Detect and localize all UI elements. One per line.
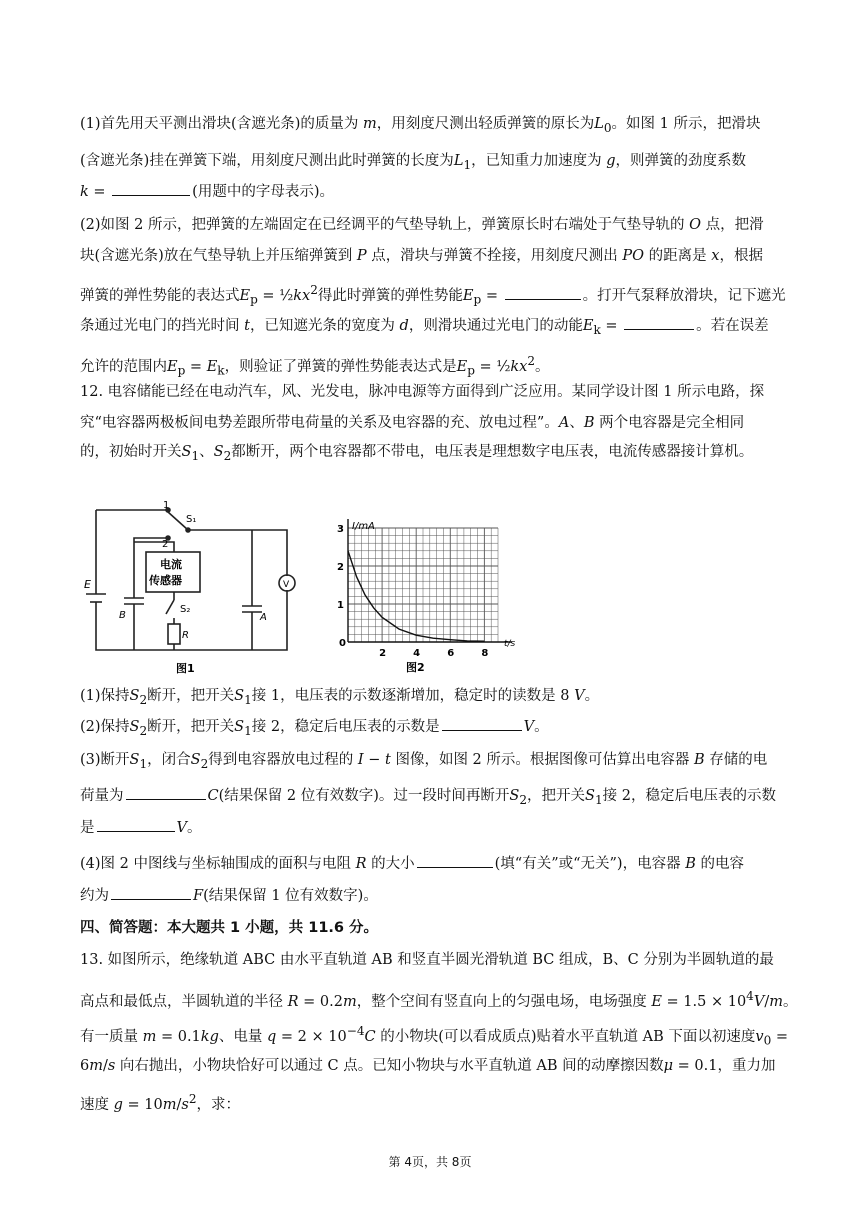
q12-part-2: (2)保持$S_2$断开，把开关$S_1$接 2，稳定后电压表的示数是 V。	[80, 716, 549, 741]
q13-line-1: 13. 如图所示，绝缘轨道 ABC 由水平直轨道 AB 和竖直半圆光滑轨道 BC 组成，B、C 分别为半圆轨道的最	[80, 952, 774, 968]
answer-blank[interactable]	[97, 817, 175, 832]
switch-pos-2: 2	[162, 539, 169, 550]
q11-line-6: 弹簧的弹性势能的表达式$E_p$ = $\frac{1}{2}kx^2$得此时弹簧的弹性势能$E_p$ = 。打开气泵释放滑块，记下遮光	[80, 283, 786, 307]
q13-line-4: 6m/s 向右抛出，小物块恰好可以通过 C 点。已知小物块与水平直轨道 AB 间的动摩擦因数μ = 0.1，重力加	[80, 1058, 776, 1074]
page-footer: 第 4页，共 8页	[388, 1155, 472, 1169]
q11-line-8: 允许的范围内$E_p = E_k$，则验证了弹簧的弹性势能表达式是$E_p$ = $\frac{1}{2}kx^2$。	[80, 354, 550, 378]
q11-line-2: (含遮光条)挂在弹簧下端，用刻度尺测出此时弹簧的长度为$L_1$，已知重力加速度为 g，则弹簧的劲度系数	[80, 153, 747, 172]
q12-part-3-line-1: (3)断开$S_1$，闭合$S_2$得到电容器放电过程的 I − t 图像，如图 2 所示。根据图像可估算出电容器 B 存储的电	[80, 752, 768, 771]
label-r: R	[182, 630, 189, 641]
label-v: V	[283, 580, 290, 590]
label-e: E	[84, 578, 91, 591]
answer-blank[interactable]	[505, 285, 581, 300]
q12-part-4-line-2: 约为 F(结果保留 1 位有效数字)。	[80, 885, 378, 906]
sensor-label-line1: 电流	[160, 558, 182, 571]
q11-line-1: (1)首先用天平测出滑块(含遮光条)的质量为 m，用刻度尺测出轻质弹簧的原长为$L_0$。如图 1 所示，把滑块	[80, 116, 761, 135]
q11-line-5: 块(含遮光条)放在气垫导轨上并压缩弹簧到 P 点，滑块与弹簧不拴接，用刻度尺测出 PO 的距离是 x，根据	[80, 248, 763, 264]
q12-line-1: 12. 电容储能已经在电动汽车，风、光发电，脉冲电源等方面得到广泛应用。某同学设计图 1 所示电路，探	[80, 384, 765, 400]
answer-blank[interactable]	[112, 181, 190, 196]
label-s2: S₂	[180, 604, 191, 615]
chart-grid	[348, 528, 498, 642]
it-chart	[330, 515, 522, 675]
answer-blank[interactable]	[624, 315, 694, 330]
sensor-label-line2: 传感器	[149, 574, 182, 587]
x-axis-label: t/s	[504, 639, 516, 649]
answer-blank[interactable]	[442, 716, 522, 731]
q11-line-3: k = (用题中的字母表示)。	[80, 181, 334, 202]
label-s1: S₁	[186, 514, 197, 525]
fig1-caption: 图1	[176, 662, 195, 675]
x-tick-label: 4	[413, 648, 421, 659]
circuit-figure	[84, 500, 302, 676]
switch-pos-1: 1	[163, 500, 170, 511]
answer-blank[interactable]	[126, 785, 206, 800]
q12-part-4-line-1: (4)图 2 中图线与坐标轴围成的面积与电阻 R 的大小 (填“有关”或“无关”)，电容器 B 的电容	[80, 853, 744, 874]
y-axis-label: I/mA	[352, 521, 375, 532]
q11-line-4: (2)如图 2 所示，把弹簧的左端固定在已经调平的气垫导轨上，弹簧原长时右端处于气垫导轨的 O 点，把滑	[80, 217, 764, 233]
x-tick-label: 8	[481, 648, 489, 659]
origin-label: 0	[339, 638, 346, 649]
q12-line-2: 究“电容器两极板间电势差跟所带电荷量的关系及电容器的充、放电过程”。A、B 两个电容器是完全相同	[80, 415, 745, 431]
y-tick-label: 2	[337, 562, 344, 573]
q12-part-3-line-2: 荷量为 C(结果保留 2 位有效数字)。过一段时间再断开$S_2$，把开关$S_1$接 2，稳定后电压表的示数	[80, 785, 776, 810]
answer-blank[interactable]	[417, 853, 493, 868]
x-tick-label: 2	[379, 648, 387, 659]
q13-line-5: 速度 $g = 10m/s^2$，求：	[80, 1092, 241, 1113]
q11-line-7: 条通过光电门的挡光时间 t，已知遮光条的宽度为 d，则滑块通过光电门的动能$E_k$ = 。若在误差	[80, 315, 769, 340]
q13-line-3: 有一质量 m = 0.1kg、电量 $q = 2 \times 10^{-4}C$ 的小物块(可以看成质点)贴着水平直轨道 AB 下面以初速度$v_0$ =	[80, 1024, 789, 1048]
q12-part-1: (1)保持$S_2$断开，把开关$S_1$接 1，电压表的示数逐渐增加，稳定时的读数是 8 V。	[80, 688, 600, 707]
q13-line-2: 高点和最低点，半圆轨道的半径 R = 0.2m，整个空间有竖直向上的匀强电场，电场强度 $E = 1.5 \times 10^4V/m$。	[80, 989, 798, 1010]
fig2-caption: 图2	[406, 661, 425, 674]
y-tick-label: 3	[337, 524, 344, 535]
section-heading: 四、简答题：本大题共 1 小题，共 11.6 分。	[80, 920, 379, 936]
label-a: A	[260, 612, 267, 623]
x-tick-label: 6	[447, 648, 455, 659]
q12-line-3: 的，初始时开关$S_1$、$S_2$都断开，两个电容器都不带电，电压表是理想数字电压表，电流传感器接计算机。	[80, 444, 754, 463]
answer-blank[interactable]	[111, 885, 191, 900]
label-b: B	[119, 610, 126, 621]
y-tick-label: 1	[337, 600, 344, 611]
q12-part-3-line-3: 是 V。	[80, 817, 201, 838]
